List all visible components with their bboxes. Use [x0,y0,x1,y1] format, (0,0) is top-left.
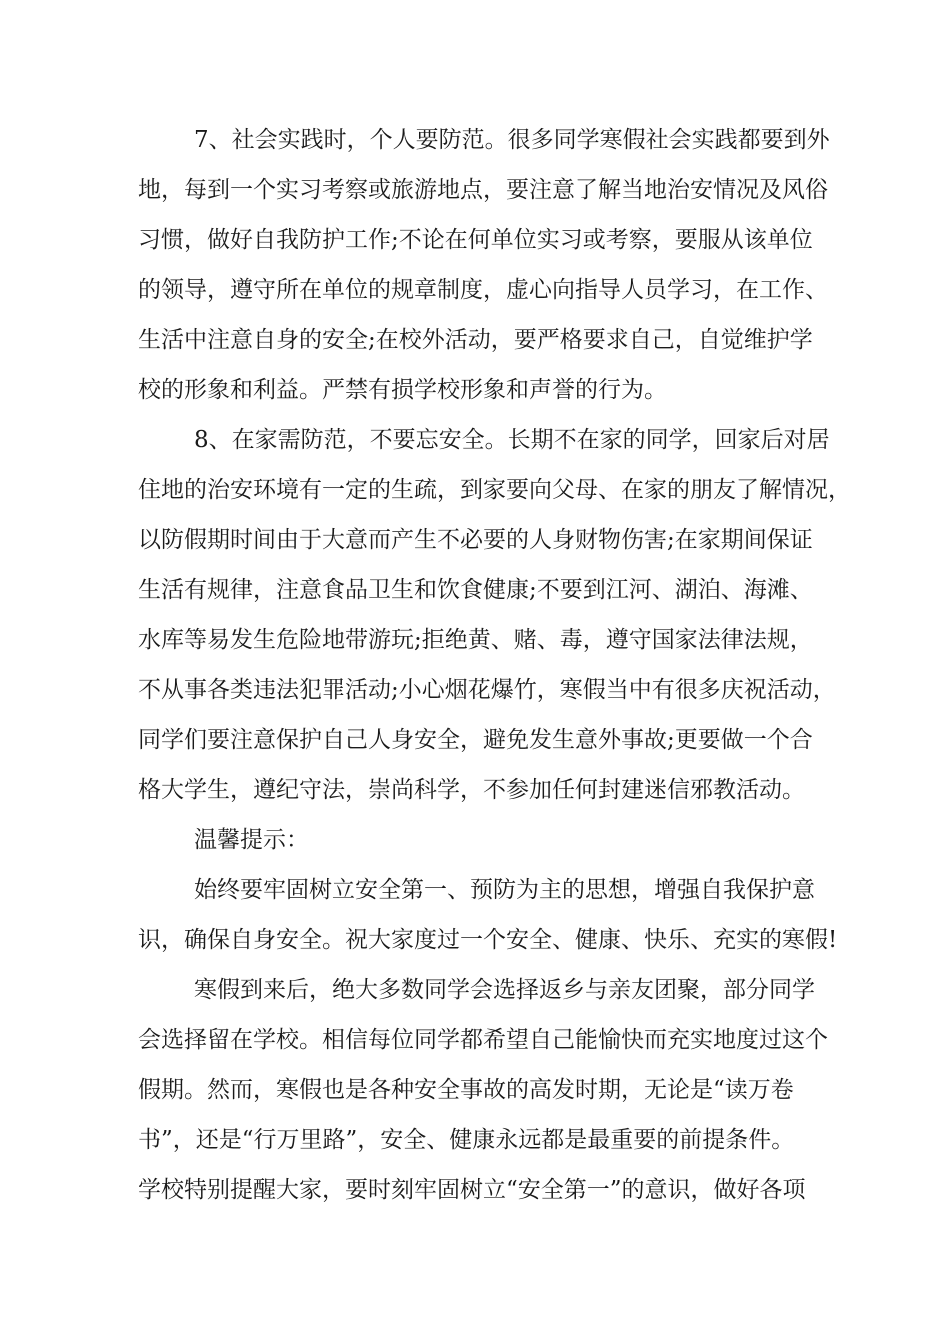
text-line: 会选择留在学校。相信每位同学都希望自己能愉快而充实地度过这个 [138,1027,828,1053]
text-line: 住地的治安环境有一定的生疏，到家要向父母、在家的朋友了解情况， [138,477,851,503]
text-line: 生活有规律，注意食品卫生和饮食健康;不要到江河、湖泊、海滩、 [138,577,813,603]
text-line: 习惯，做好自我防护工作;不论在何单位实习或考察，要服从该单位 [138,227,813,253]
text-line: 不从事各类违法犯罪活动;小心烟花爆竹，寒假当中有很多庆祝活动， [138,677,836,703]
text-line: 假期。然而，寒假也是各种安全事故的高发时期，无论是“读万卷 [138,1077,794,1103]
text-line: 寒假到来后，绝大多数同学会选择返乡与亲友团聚，部分同学 [194,977,815,1003]
text-line: 学校特别提醒大家，要时刻牢固树立“安全第一”的意识，做好各项 [138,1177,806,1203]
text-line: 地，每到一个实习考察或旅游地点，要注意了解当地治安情况及风俗 [138,177,828,203]
text-line: 以防假期时间由于大意而产生不必要的人身财物伤害;在家期间保证 [138,527,813,553]
text-line: 书”，还是“行万里路”，安全、健康永远都是最重要的前提条件。 [138,1127,795,1153]
text-line: 水库等易发生危险地带游玩;拒绝黄、赌、毒，遵守国家法律法规， [138,627,813,653]
text-line: 7、社会实践时，个人要防范。很多同学寒假社会实践都要到外 [194,127,830,153]
text-line: 识，确保自身安全。祝大家度过一个安全、健康、快乐、充实的寒假! [138,927,838,953]
text-line: 校的形象和利益。严禁有损学校形象和声誉的行为。 [138,377,667,403]
text-line: 的领导，遵守所在单位的规章制度，虚心向指导人员学习，在工作、 [138,277,828,303]
text-line: 生活中注意自身的安全;在校外活动，要严格要求自己，自觉维护学 [138,327,813,353]
text-line: 8、在家需防范，不要忘安全。长期不在家的同学，回家后对居 [194,427,830,453]
text-line: 同学们要注意保护自己人身安全，避免发生意外事故;更要做一个合 [138,727,813,753]
section-heading: 温馨提示： [194,827,309,853]
text-line: 始终要牢固树立安全第一、预防为主的思想，增强自我保护意 [194,877,815,903]
text-line: 格大学生，遵纪守法，崇尚科学，不参加任何封建迷信邪教活动。 [138,777,805,803]
